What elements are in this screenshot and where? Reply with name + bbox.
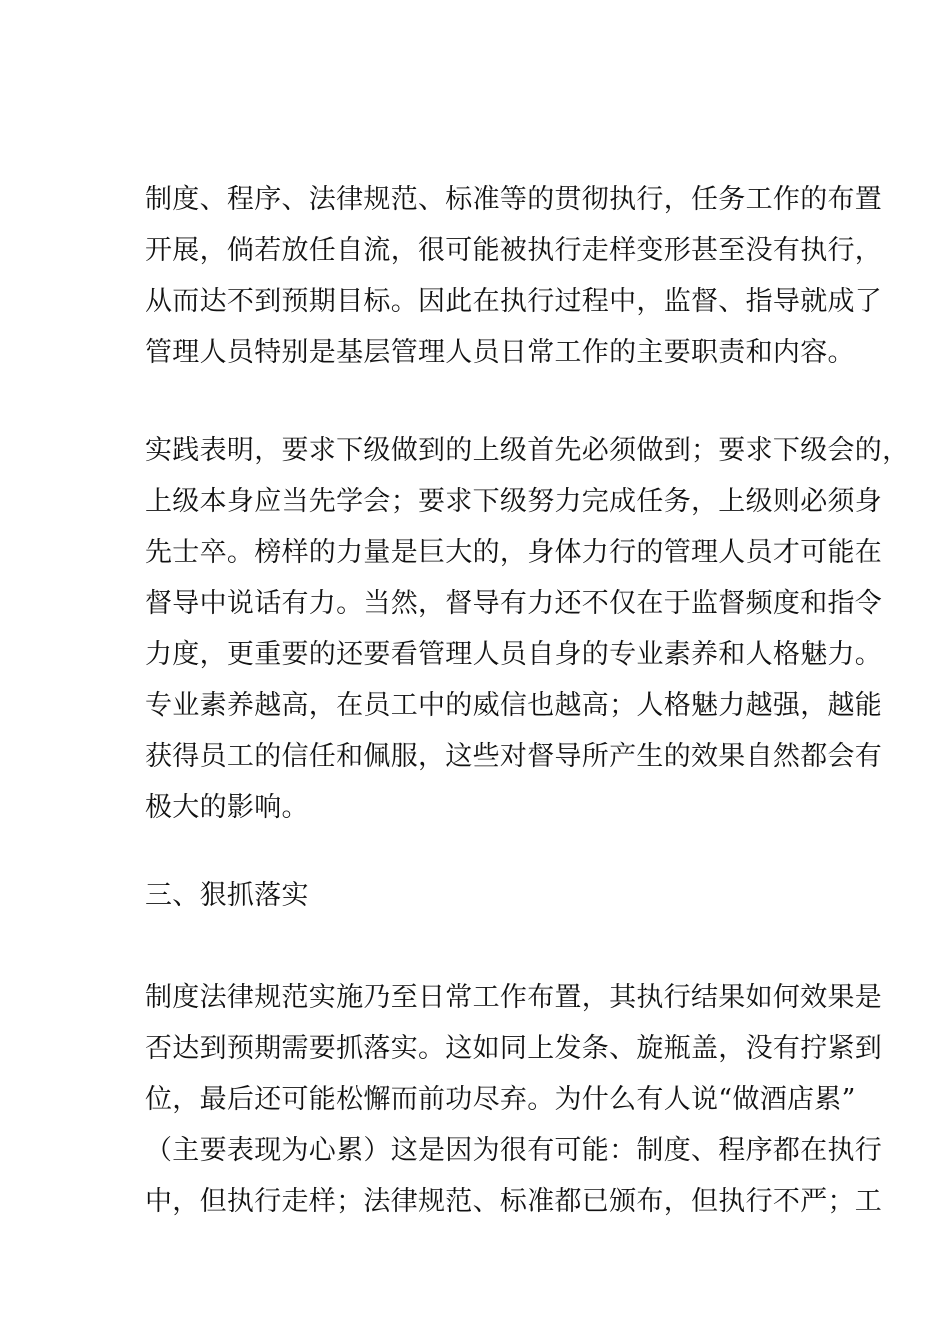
paragraph-line: 先士卒。榜样的力量是巨大的，身体力行的管理人员才可能在 <box>145 537 883 568</box>
paragraph-line: 极大的影响。 <box>145 792 309 823</box>
paragraph-line: 开展，倘若放任自流，很可能被执行走样变形甚至没有执行， <box>145 235 883 266</box>
paragraph-line: 实践表明，要求下级做到的上级首先必须做到；要求下级会的， <box>145 435 910 466</box>
paragraph-line: 位，最后还可能松懈而前功尽弃。为什么有人说“做酒店累” <box>145 1084 856 1115</box>
paragraph-line: 专业素养越高，在员工中的威信也越高；人格魅力越强，越能 <box>145 690 883 721</box>
paragraph-line: 获得员工的信任和佩服，这些对督导所产生的效果自然都会有 <box>145 741 883 772</box>
paragraph-line: 否达到预期需要抓落实。这如同上发条、旋瓶盖，没有拧紧到 <box>145 1033 883 1064</box>
paragraph-line: （主要表现为心累）这是因为很有可能：制度、程序都在执行 <box>145 1135 883 1166</box>
paragraph-line: 中，但执行走样；法律规范、标准都已颁布，但执行不严；工 <box>145 1186 883 1217</box>
section-heading: 三、狠抓落实 <box>145 880 309 911</box>
paragraph-line: 力度，更重要的还要看管理人员自身的专业素养和人格魅力。 <box>145 639 883 670</box>
paragraph-line: 制度、程序、法律规范、标准等的贯彻执行，任务工作的布置 <box>145 184 883 215</box>
paragraph-line: 制度法律规范实施乃至日常工作布置，其执行结果如何效果是 <box>145 982 883 1013</box>
paragraph-line: 管理人员特别是基层管理人员日常工作的主要职责和内容。 <box>145 337 855 368</box>
paragraph-line: 从而达不到预期目标。因此在执行过程中，监督、指导就成了 <box>145 286 883 317</box>
paragraph-line: 上级本身应当先学会；要求下级努力完成任务，上级则必须身 <box>145 486 883 517</box>
paragraph-line: 督导中说话有力。当然，督导有力还不仅在于监督频度和指令 <box>145 588 883 619</box>
